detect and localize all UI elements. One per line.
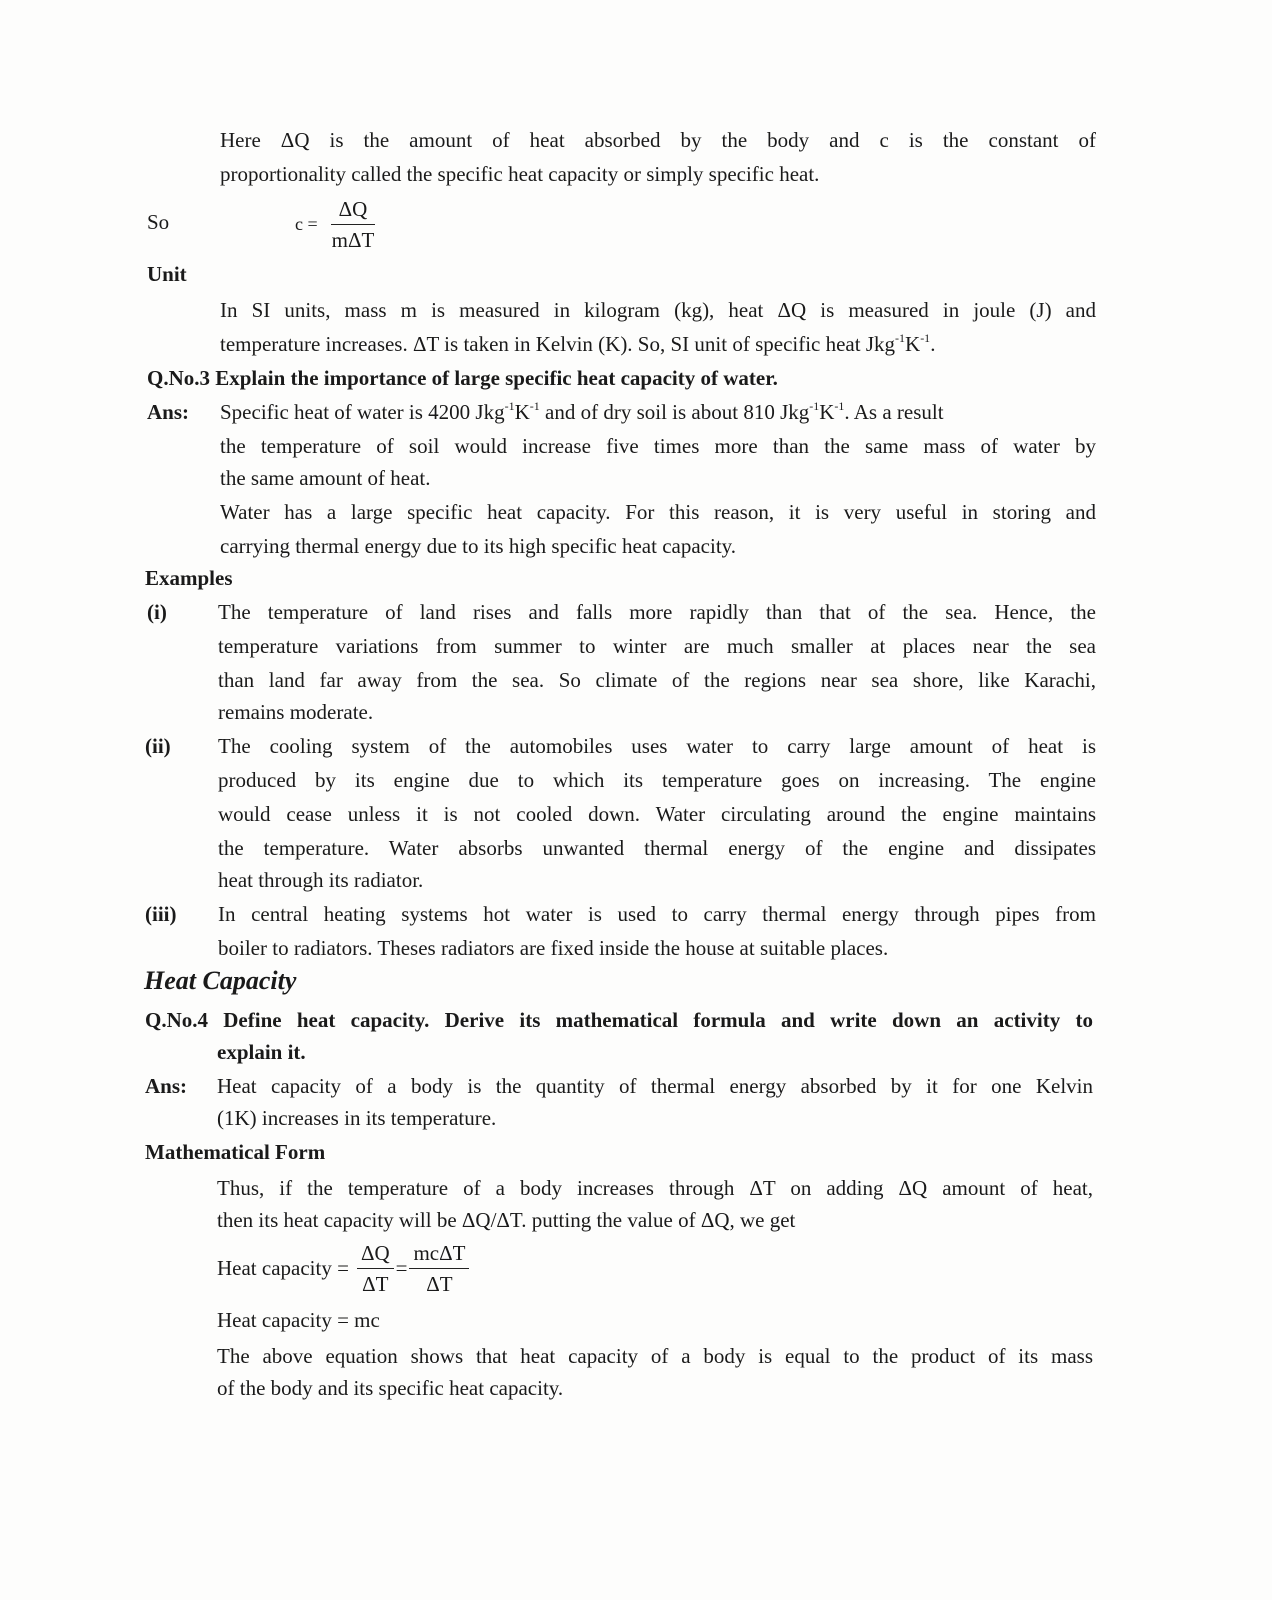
superscript: -1	[504, 399, 515, 413]
para-line	[218, 668, 1096, 693]
para-line	[220, 466, 431, 491]
para-text: than land far away from the sea. So climate of the regions near sea shore, like Karachi,	[218, 668, 1096, 692]
para-text: and of dry soil is about 810 Jkg	[539, 400, 810, 424]
para-text: Water has a large specific heat capacity. For this reason, it is very useful in storing and	[220, 500, 1096, 524]
para-text: proportionality called the specific heat capacity or simply specific heat.	[220, 162, 820, 186]
superscript: -1	[834, 399, 845, 413]
para-line	[218, 902, 1096, 927]
para-text: the same amount of heat.	[220, 466, 431, 490]
para-text: the temperature. Water absorbs unwanted thermal energy of the engine and dissipates	[218, 836, 1096, 860]
answer-label: Ans:	[147, 400, 190, 424]
para-text: K	[905, 332, 921, 356]
para-text: would cease unless it is not cooled down. Water circulating around the engine maintains	[218, 802, 1096, 826]
para-line	[220, 500, 1096, 525]
para-text: In SI units, mass m is measured in kilogram (kg), heat ΔQ is measured in joule (J) and	[220, 298, 1096, 322]
para-text: . As a result	[844, 400, 944, 424]
para-line	[220, 128, 1096, 153]
fraction	[328, 196, 379, 253]
para-line	[218, 868, 423, 893]
fraction-numerator: ΔQ	[331, 196, 376, 225]
para-text: K	[819, 400, 835, 424]
para-line	[220, 434, 1096, 459]
question-heading-cont: explain it.	[217, 1040, 306, 1064]
para-line	[218, 768, 1096, 793]
heat-capacity-equation	[217, 1240, 469, 1297]
superscript: -1	[529, 399, 540, 413]
para-line	[217, 1176, 1093, 1201]
specific-heat-formula	[295, 196, 378, 253]
fraction	[409, 1240, 469, 1297]
equation-result: Heat capacity = mc	[217, 1308, 380, 1332]
para-text: The temperature of land rises and falls more rapidly than that of the sea. Hence, the	[218, 600, 1096, 624]
para-text: .	[930, 332, 936, 356]
para-line	[220, 162, 819, 187]
subheading: Mathematical Form	[145, 1140, 326, 1164]
question-heading: Q.No.3 Explain the importance of large specific heat capacity of water.	[147, 366, 778, 390]
para-line	[218, 836, 1096, 861]
para-line	[217, 1074, 1093, 1099]
formula-lhs: c =	[295, 214, 318, 234]
fraction-numerator: mcΔT	[409, 1240, 469, 1269]
so-label: So	[147, 210, 170, 234]
fraction-denominator: ΔT	[426, 1272, 453, 1296]
example-marker: (i)	[147, 600, 167, 624]
para-text: the temperature of soil would increase five times more than the same mass of water by	[220, 434, 1096, 458]
para-line	[220, 400, 1096, 425]
fraction-denominator: ΔT	[362, 1272, 389, 1296]
para-line	[218, 734, 1096, 759]
fraction	[357, 1240, 394, 1297]
para-line	[220, 298, 1096, 323]
superscript: -1	[895, 331, 906, 345]
para-text: temperature increases. ΔT is taken in Kelvin (K). So, SI unit of specific heat Jkg	[220, 332, 896, 356]
para-text-group	[220, 400, 944, 425]
superscript: -1	[809, 399, 820, 413]
para-line	[220, 332, 935, 357]
para-line	[218, 802, 1096, 827]
para-text: boiler to radiators. Theses radiators are fixed inside the house at suitable places.	[218, 936, 889, 960]
para-line	[217, 1106, 496, 1131]
para-line	[217, 1376, 563, 1401]
para-text: of the body and its specific heat capacity.	[217, 1376, 564, 1400]
para-text: temperature variations from summer to winter are much smaller at places near the sea	[218, 634, 1096, 658]
para-text: Thus, if the temperature of a body increases through ΔT on adding ΔQ amount of heat,	[217, 1176, 1093, 1200]
para-text: In central heating systems hot water is used to carry thermal energy through pipes from	[218, 902, 1096, 926]
para-text: carrying thermal energy due to its high specific heat capacity.	[220, 534, 737, 558]
para-line	[218, 634, 1096, 659]
para-text: K	[514, 400, 530, 424]
superscript: -1	[920, 331, 931, 345]
para-text: The cooling system of the automobiles uses water to carry large amount of heat is	[218, 734, 1096, 758]
equation-lhs: Heat capacity =	[217, 1256, 349, 1280]
para-line	[218, 700, 373, 725]
para-text: produced by its engine due to which its temperature goes on increasing. The engine	[218, 768, 1096, 792]
para-text: The above equation shows that heat capacity of a body is equal to the product of its mass	[217, 1344, 1093, 1368]
fraction-numerator: ΔQ	[357, 1240, 394, 1269]
para-line	[145, 1008, 1093, 1033]
example-marker: (iii)	[145, 902, 177, 926]
para-line	[220, 534, 736, 559]
para-line	[218, 936, 888, 961]
para-text: then its heat capacity will be ΔQ/ΔT. putting the value of ΔQ, we get	[217, 1208, 796, 1232]
para-text: remains moderate.	[218, 700, 374, 724]
examples-heading: Examples	[145, 566, 233, 590]
question-heading: Q.No.4 Define heat capacity. Derive its mathematical formula and write down an activity to	[145, 1008, 1093, 1032]
para-text: Here ΔQ is the amount of heat absorbed by the body and c is the constant of	[220, 128, 1096, 152]
para-text: Heat capacity of a body is the quantity of thermal energy absorbed by it for one Kelvin	[217, 1074, 1093, 1098]
unit-heading: Unit	[147, 262, 187, 286]
fraction-denominator: mΔT	[331, 228, 375, 252]
para-line	[217, 1344, 1093, 1369]
para-line	[218, 600, 1096, 625]
para-text: heat through its radiator.	[218, 868, 424, 892]
equals-sign: =	[395, 1256, 408, 1280]
answer-label: Ans:	[145, 1074, 188, 1098]
para-text: Specific heat of water is 4200 Jkg	[220, 400, 505, 424]
section-heading: Heat Capacity	[144, 966, 297, 995]
example-marker: (ii)	[145, 734, 171, 758]
para-line	[217, 1208, 795, 1233]
para-text: (1K) increases in its temperature.	[217, 1106, 497, 1130]
